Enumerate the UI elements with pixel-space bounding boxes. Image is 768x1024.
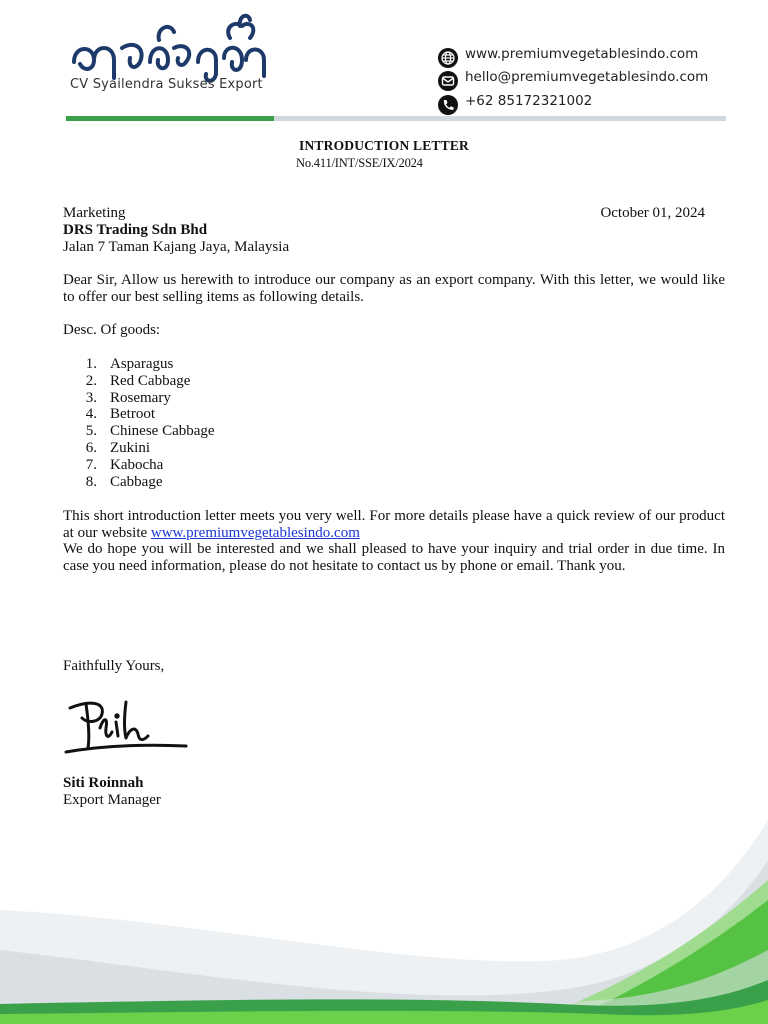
header-divider-accent (66, 116, 274, 121)
reference-number: No.411/INT/SSE/IX/2024 (296, 156, 423, 170)
email-text: hello@premiumvegetablesindo.com (465, 69, 709, 85)
closing-paragraph-1 (63, 508, 725, 542)
company-logo (64, 0, 274, 110)
contact-phone[interactable] (436, 91, 756, 115)
mail-icon (438, 71, 458, 91)
phone-text: +62 85172321002 (465, 93, 593, 109)
signer-title: Export Manager (63, 792, 161, 808)
recipient-block (63, 205, 289, 256)
letter-date: October 01, 2024 (600, 205, 705, 221)
signature-image (60, 688, 200, 760)
closing-paragraph-1-text: This short introduction letter meets you very well. For more details please have a quick review of our product at our website (63, 508, 725, 541)
intro-paragraph: Dear Sir, Allow us herewith to introduce our company as an export company. With this letter, we would like to offer our best selling items as following details. (63, 272, 725, 305)
letter-title: INTRODUCTION LETTER (299, 138, 469, 153)
globe-icon (438, 48, 458, 68)
letter-page: CV Syailendra Sukses Export www.premiumvegetablesindo.com hello@premiumvegetablesindo.com +62 85172321002 INTRODUCTION LETTER No.411/INT/SSE/IX/2024 Marketing DRS Trading Sdn Bhd Jalan 7 Taman Kajang Jaya, Malaysia October 01, 2024 Dear Sir, Allow us herewith to introduce our company as an export company. With this letter, we would like to offer our best selling items as following details. Desc. Of goods: 1. Asparagus 2. Red Cabbage 3. Rosemary 4. Betroot 5. Chinese Cabbage 6. Zukini 7. Kabocha 8. Cabbage This short introduction letter meets you very well. For more details please have a quick review of our product at our website www.premiumvegetablesindo.com We do hope you will be interested and we shall pleased to have your inquiry and trial order in due time. In case you need information, please do not hesitate to contact us by phone or email. Thank you. Faithfully Yours, Siti Roinnah Export Manager (0, 0, 768, 1024)
footer-wave-decoration (0, 800, 768, 1024)
contact-website[interactable] (436, 44, 756, 68)
logo-script-graphic (64, 0, 274, 110)
recipient-attention: Marketing (63, 205, 126, 221)
recipient-company: DRS Trading Sdn Bhd (63, 222, 208, 238)
company-name: CV Syailendra Sukses Export (70, 77, 263, 92)
goods-label: Desc. Of goods: (63, 322, 161, 338)
phone-icon (438, 95, 458, 115)
contact-email[interactable] (436, 67, 756, 91)
closing-paragraph-2: We do hope you will be interested and we shall pleased to have your inquiry and trial order in due time. In case you need information, please do not hesitate to contact us by phone or email. Thank you. (63, 541, 725, 574)
signer-name: Siti Roinnah (63, 775, 144, 791)
sign-off: Faithfully Yours, (63, 658, 165, 674)
website-text: www.premiumvegetablesindo.com (465, 46, 699, 62)
website-link[interactable]: www.premiumvegetablesindo.com (150, 525, 360, 541)
recipient-address: Jalan 7 Taman Kajang Jaya, Malaysia (63, 239, 290, 255)
